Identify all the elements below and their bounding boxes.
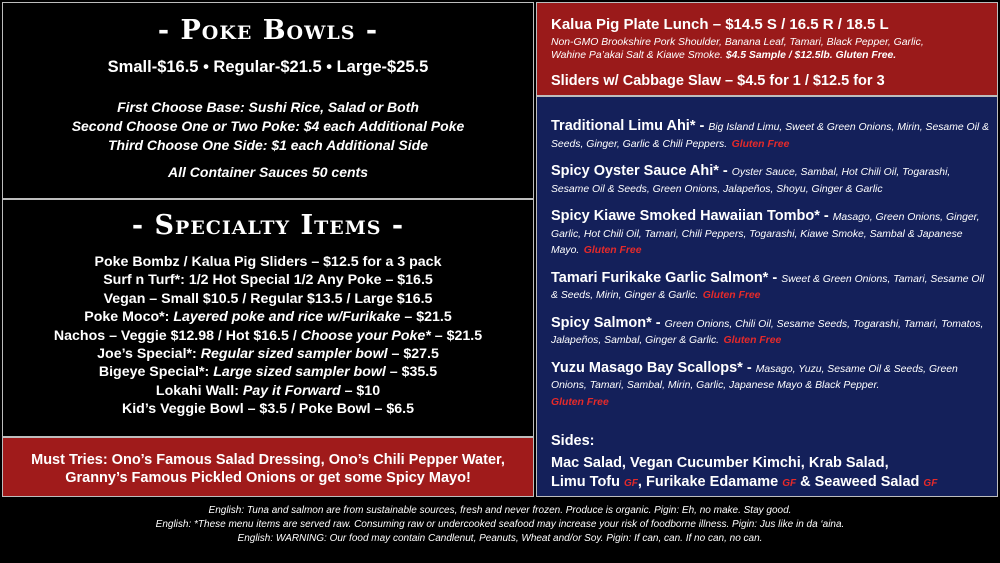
step-3: Third Choose One Side: $1 each Additional Side bbox=[108, 137, 428, 153]
step-2: Second Choose One or Two Poke: $4 each Additional Poke bbox=[71, 118, 465, 134]
footer-disclaimers bbox=[0, 497, 1000, 563]
poke-bowl-steps bbox=[3, 98, 533, 155]
kalua-pig-description bbox=[551, 36, 991, 62]
kalua-pig-title: Kalua Pig Plate Lunch – $14.5 S / 16.5 R / 18.5 L bbox=[551, 16, 889, 33]
poke-bowl-sizes: Small-$16.5 • Regular-$21.5 • Large-$25.5 bbox=[107, 58, 429, 76]
step-1: First Choose Base: Sushi Rice, Salad or Both bbox=[117, 99, 419, 115]
poke-item: Spicy Kiawe Smoked Hawaiian Tombo* - Masago, Green Onions, Ginger, Garlic, Hot Chili Oil, Tamari, Chili Peppers, Togarashi, Kiawe Smoke, Sambal & Japanese Mayo. Gluten Free bbox=[551, 208, 980, 256]
poke-list-panel bbox=[536, 96, 998, 497]
poke-item: Spicy Oyster Sauce Ahi* - Oyster Sauce, Sambal, Hot Chili Oil, Togarashi, Sesame Oil & Seeds, Green Onions, Jalapeños, Shoyu, Ginger & Garlic bbox=[551, 163, 951, 195]
disclaimer-line: English: *These menu items are served raw. Consuming raw or undercooked seafood may increase your risk of foodborne illness. Pigin: Jus like in da ‘aina. bbox=[155, 519, 845, 530]
poke-item: Traditional Limu Ahi* - Big Island Limu, Sweet & Green Onions, Mirin, Sesame Oil & Seeds, Ginger, Garlic & Chili Peppers. Gluten Free bbox=[551, 118, 990, 150]
poke-item: Yuzu Masago Bay Scallops* - Masago, Yuzu, Sesame Oil & Seeds, Green Onions, Tamari, Sambal, Mirin, Garlic, Japanese Mayo & Black Pepper. Gluten Free bbox=[551, 359, 958, 408]
list-item: Kid’s Veggie Bowl – $3.5 / Poke Bowl – $6.5 bbox=[121, 401, 414, 418]
list-item: Joe’s Special*: Regular sized sampler bowl – $27.5 bbox=[97, 346, 439, 363]
poke-bowls-panel bbox=[2, 2, 534, 199]
must-tries-line: Must Tries: Ono’s Famous Salad Dressing, Ono’s Chili Pepper Water, bbox=[31, 452, 505, 468]
list-item: Poke Moco*: Layered poke and rice w/Furikake – $21.5 bbox=[84, 309, 452, 326]
specialty-items-title: - Specialty Items - bbox=[131, 210, 405, 241]
must-tries-line: Granny’s Famous Pickled Onions or get some Spicy Mayo! bbox=[65, 470, 471, 486]
list-item: Lokahi Wall: Pay it Forward – $10 bbox=[155, 382, 381, 399]
list-item: Poke Bombz / Kalua Pig Sliders – $12.5 for a 3 pack bbox=[94, 254, 442, 270]
sides-line: Mac Salad, Vegan Cucumber Kimchi, Krab Salad, bbox=[551, 455, 889, 471]
specialty-items-panel bbox=[2, 199, 534, 437]
poke-item: Tamari Furikake Garlic Salmon* - Sweet & Green Onions, Tamari, Sesame Oil & Seeds, Mirin, Ginger & Garlic. Gluten Free bbox=[551, 269, 985, 301]
poke-list bbox=[551, 119, 991, 422]
kalua-desc-line: Non-GMO Brookshire Pork Shoulder, Banana Leaf, Tamari, Black Pepper, Garlic, bbox=[551, 37, 924, 48]
list-item: Vegan – Small $10.5 / Regular $13.5 / Large $16.5 bbox=[103, 290, 433, 307]
list-item: Bigeye Special*: Large sized sampler bowl – $35.5 bbox=[98, 364, 438, 381]
poke-bowls-title: - Poke Bowls - bbox=[157, 15, 379, 46]
must-tries-text bbox=[3, 451, 533, 487]
sides-title: Sides: bbox=[551, 433, 595, 449]
disclaimer-line: English: WARNING: Our food may contain Candlenut, Peanuts, Wheat and/or Soy. Pigin: If can, can. If no can, no can. bbox=[237, 533, 763, 544]
specialty-items-list bbox=[3, 253, 533, 419]
kalua-pig-panel bbox=[536, 2, 998, 96]
sides-list bbox=[551, 454, 991, 493]
sides-line: Limu Tofu GF, Furikake Edamame GF & Seaweed Salad GF bbox=[551, 474, 938, 490]
sliders-offer: Sliders w/ Cabbage Slaw – $4.5 for 1 / $12.5 for 3 bbox=[551, 73, 885, 89]
poke-item: Spicy Salmon* - Green Onions, Chili Oil, Sesame Seeds, Togarashi, Tamari, Tomatos, Jalapeños, Sambal, Ginger & Garlic. Gluten Free bbox=[551, 314, 984, 346]
list-item: Surf n Turf*: 1/2 Hot Special 1/2 Any Poke – $16.5 bbox=[103, 272, 433, 289]
list-item: Nachos – Veggie $12.98 / Hot $16.5 / Choose your Poke* – $21.5 bbox=[53, 327, 483, 344]
disclaimer-line: English: Tuna and salmon are from sustainable sources, fresh and never frozen. Produce is organic. Pigin: Eh, no make. Stay good. bbox=[208, 505, 792, 516]
must-tries-panel bbox=[2, 437, 534, 497]
container-sauces-note: All Container Sauces 50 cents bbox=[168, 164, 368, 180]
kalua-desc-line: Wahine Pa’akai Salt & Kiawe Smoke. $4.5 Sample / $12.5lb. Gluten Free. bbox=[551, 50, 897, 61]
